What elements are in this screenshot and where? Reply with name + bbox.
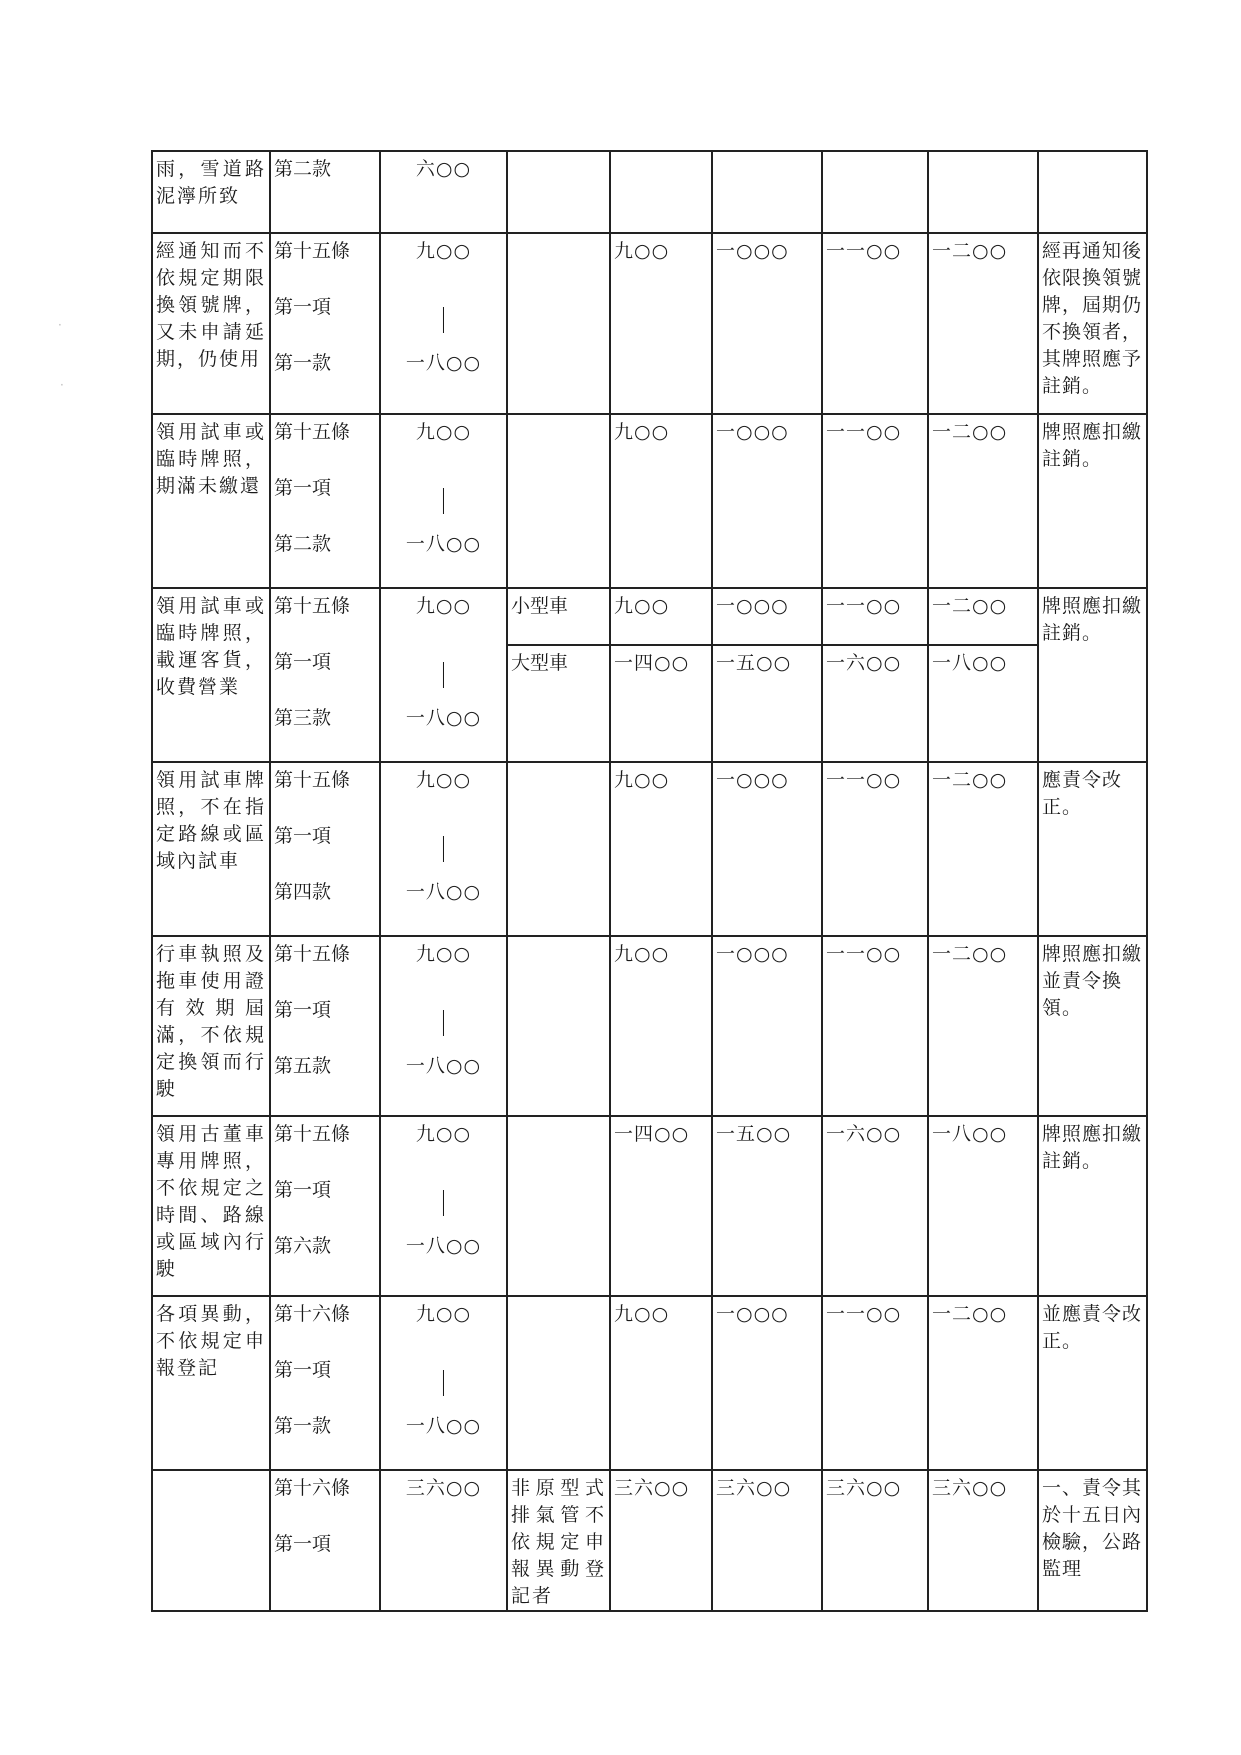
penalty-2: 一○○○ <box>712 936 822 1116</box>
penalty-4: 一八○○ <box>928 1116 1038 1296</box>
fine-range: 六○○ <box>380 151 507 233</box>
vehicle-category <box>507 1116 610 1296</box>
fine-range: 九○○ ｜ 一八○○ <box>380 1296 507 1470</box>
penalty-2: 三六○○ <box>712 1470 822 1611</box>
table-row <box>152 1470 1147 1611</box>
penalty-1: 九○○ <box>610 414 712 588</box>
table-row <box>152 151 1147 233</box>
violation-description: 領用古董車專用牌照，不依規定之時間、路線或區域內行駛 <box>152 1116 270 1296</box>
penalty-3: 一一○○ <box>822 936 928 1116</box>
violation-description: 各項異動，不依規定申報登記 <box>152 1296 270 1470</box>
penalty-1: 九○○ <box>610 762 712 936</box>
remarks: 牌照應扣繳註銷。 <box>1038 414 1147 588</box>
penalty-3: 一一○○ <box>822 414 928 588</box>
penalty-3: 一一○○ 一六○○ <box>822 588 928 762</box>
vehicle-category <box>507 936 610 1116</box>
violation-description: 領用試車或臨時牌照，載運客貨，收費營業 <box>152 588 270 762</box>
penalty-2: 一○○○ <box>712 233 822 414</box>
fine-range: 三六○○ <box>380 1470 507 1611</box>
penalty-2: 一○○○ 一五○○ <box>712 588 822 762</box>
fine-range: 九○○ ｜ 一八○○ <box>380 762 507 936</box>
remarks: 牌照應扣繳並責令換領。 <box>1038 936 1147 1116</box>
penalty-1: 一四○○ <box>610 1116 712 1296</box>
vehicle-category: 小型車 大型車 <box>507 588 610 762</box>
penalty-1: 九○○ <box>610 233 712 414</box>
penalty-2: 一五○○ <box>712 1116 822 1296</box>
penalty-table <box>151 150 1148 1612</box>
fine-range: 九○○ ｜ 一八○○ <box>380 233 507 414</box>
remarks: 經再通知後依限換領號牌，屆期仍不換領者，其牌照應予註銷。 <box>1038 233 1147 414</box>
law-article: 第十五條 第一項 第一款 <box>270 233 380 414</box>
violation-description: 雨，雪道路泥濘所致 <box>152 151 270 233</box>
penalty-1: 三六○○ <box>610 1470 712 1611</box>
remarks: 一、責令其於十五日內檢驗，公路監理 <box>1038 1470 1147 1611</box>
penalty-4: 一二○○ 一八○○ <box>928 588 1038 762</box>
law-article: 第二款 <box>270 151 380 233</box>
penalty-4: 一二○○ <box>928 1296 1038 1470</box>
penalty-4 <box>928 151 1038 233</box>
penalty-1: 九○○ 一四○○ <box>610 588 712 762</box>
penalty-2: 一○○○ <box>712 1296 822 1470</box>
fine-range: 九○○ ｜ 一八○○ <box>380 1116 507 1296</box>
scan-speck: · <box>58 318 62 332</box>
vehicle-category <box>507 1296 610 1470</box>
law-article: 第十五條 第一項 第六款 <box>270 1116 380 1296</box>
law-article: 第十六條 第一項 <box>270 1470 380 1611</box>
law-article: 第十五條 第一項 第五款 <box>270 936 380 1116</box>
vehicle-category: 非原型式排氣管不依規定申報異動登記者 <box>507 1470 610 1611</box>
penalty-3: 三六○○ <box>822 1470 928 1611</box>
law-article: 第十五條 第一項 第二款 <box>270 414 380 588</box>
penalty-3: 一一○○ <box>822 762 928 936</box>
remarks <box>1038 151 1147 233</box>
table-row <box>152 588 1147 762</box>
table-row <box>152 762 1147 936</box>
violation-description: 行車執照及拖車使用證有效期屆滿，不依規定換領而行駛 <box>152 936 270 1116</box>
table-row <box>152 936 1147 1116</box>
table-row <box>152 1296 1147 1470</box>
vehicle-category <box>507 233 610 414</box>
penalty-4: 一二○○ <box>928 936 1038 1116</box>
penalty-3: 一一○○ <box>822 233 928 414</box>
penalty-3: 一一○○ <box>822 1296 928 1470</box>
table-row <box>152 233 1147 414</box>
penalty-4: 三六○○ <box>928 1470 1038 1611</box>
violation-description <box>152 1470 270 1611</box>
penalty-4: 一二○○ <box>928 233 1038 414</box>
penalty-1 <box>610 151 712 233</box>
penalty-3 <box>822 151 928 233</box>
penalty-4: 一二○○ <box>928 414 1038 588</box>
violation-description: 經通知而不依規定期限換領號牌，又未申請延期，仍使用 <box>152 233 270 414</box>
vehicle-category <box>507 762 610 936</box>
violation-description: 領用試車牌照，不在指定路線或區域內試車 <box>152 762 270 936</box>
violation-description: 領用試車或臨時牌照，期滿未繳還 <box>152 414 270 588</box>
remarks: 應責令改正。 <box>1038 762 1147 936</box>
remarks: 並應責令改正。 <box>1038 1296 1147 1470</box>
table-row <box>152 1116 1147 1296</box>
penalty-3: 一六○○ <box>822 1116 928 1296</box>
fine-range: 九○○ ｜ 一八○○ <box>380 414 507 588</box>
table-row <box>152 414 1147 588</box>
penalty-2 <box>712 151 822 233</box>
law-article: 第十五條 第一項 第三款 <box>270 588 380 762</box>
remarks: 牌照應扣繳註銷。 <box>1038 588 1147 762</box>
penalty-4: 一二○○ <box>928 762 1038 936</box>
vehicle-category <box>507 151 610 233</box>
fine-range: 九○○ ｜ 一八○○ <box>380 936 507 1116</box>
vehicle-category <box>507 414 610 588</box>
law-article: 第十六條 第一項 第一款 <box>270 1296 380 1470</box>
scan-speck: · <box>60 378 64 392</box>
law-article: 第十五條 第一項 第四款 <box>270 762 380 936</box>
penalty-2: 一○○○ <box>712 762 822 936</box>
penalty-2: 一○○○ <box>712 414 822 588</box>
penalty-1: 九○○ <box>610 1296 712 1470</box>
remarks: 牌照應扣繳註銷。 <box>1038 1116 1147 1296</box>
penalty-1: 九○○ <box>610 936 712 1116</box>
fine-range: 九○○ ｜ 一八○○ <box>380 588 507 762</box>
